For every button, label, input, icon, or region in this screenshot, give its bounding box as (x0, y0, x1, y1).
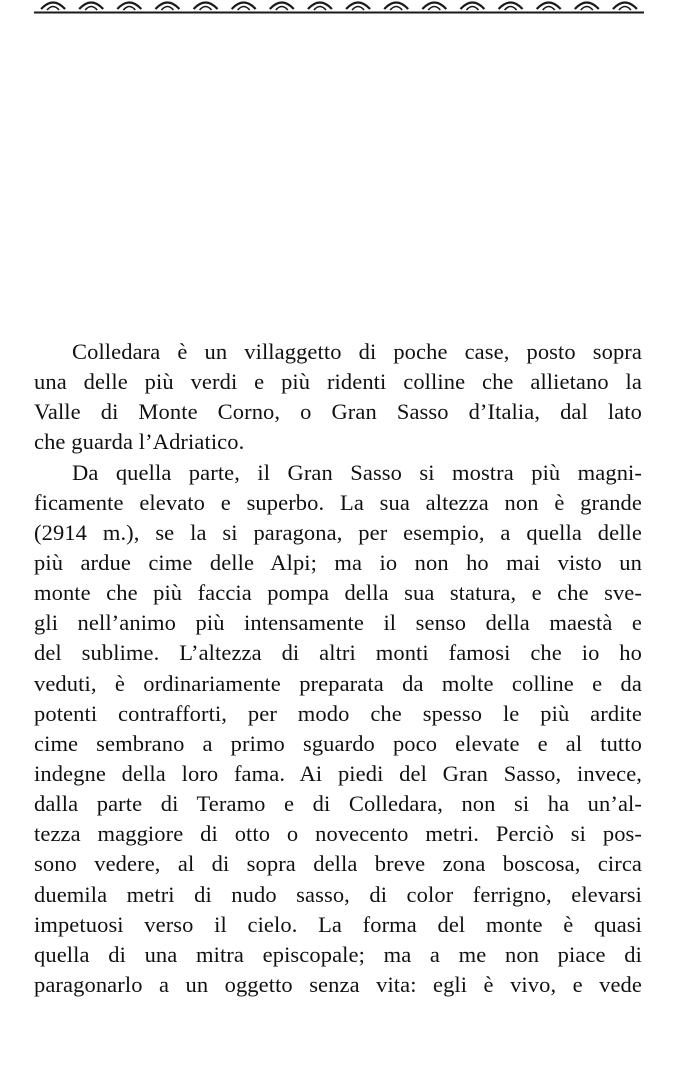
text-line: gli nell’animo più intensamente il senso della maestà e (34, 610, 642, 636)
text-line: Da quella parte, il Gran Sasso si mostra più magni- (72, 459, 642, 485)
text-line: cime sembrano a primo sguardo poco elevate e al tutto (34, 730, 642, 756)
ornament-arch-inner (505, 7, 517, 11)
text-line: del sublime. L’altezza di altri monti famosi che io ho (34, 640, 642, 666)
text-line: tezza maggiore di otto o novecento metri. Perciò si pos- (34, 821, 642, 847)
ornament-arch-inner (352, 7, 364, 11)
text-line: monte che più faccia pompa della sua statura, e che sve- (34, 580, 642, 606)
ornament-arch-inner (314, 7, 326, 11)
ornament-arch-inner (428, 7, 440, 11)
ornament-arch-inner (581, 7, 593, 11)
ornament-arch-inner (161, 7, 173, 11)
text-line: ficamente elevato e superbo. La sua altezza non è grande (34, 489, 642, 515)
decorative-border-top (34, 0, 644, 16)
ornament-arch-inner (619, 7, 631, 11)
ornament-arch-inner (123, 7, 135, 11)
text-line: indegne della loro fama. Ai piedi del Gran Sasso, invece, (34, 760, 642, 786)
ornament-arch-inner (47, 7, 59, 11)
text-line: potenti contrafforti, per modo che spesso le più ardite (34, 700, 642, 726)
text-line: Colledara è un villaggetto di poche case, posto sopra (72, 339, 642, 364)
ornament-arch-inner (390, 7, 402, 11)
ornament-arch-inner (200, 7, 212, 11)
text-line: dalla parte di Teramo e di Colledara, non si ha un’al- (34, 791, 642, 817)
text-line: (2914 m.), se la si paragona, per esempio, a quella delle (34, 519, 642, 545)
text-line: sono vedere, al di sopra della breve zona boscosa, circa (34, 851, 642, 877)
text-line: duemila metri di nudo sasso, di color ferrigno, elevarsi (34, 881, 642, 907)
page-body-text (34, 337, 642, 1000)
ornament-arch-inner (85, 7, 97, 11)
text-line: che guarda l’Adriatico. (34, 429, 245, 455)
text-line: una delle più verdi e più ridenti colline che allietano la (34, 369, 642, 395)
text-line: Valle di Monte Corno, o Gran Sasso d’Italia, dal lato (34, 399, 642, 425)
wave-ornament-icon (34, 0, 644, 16)
text-line: quella di una mitra episcopale; ma a me non piace di (34, 941, 642, 967)
ornament-arch-inner (466, 7, 478, 11)
text-line: più ardue cime delle Alpi; ma io non ho mai visto un (34, 549, 642, 575)
text-line: impetuosi verso il cielo. La forma del monte è quasi (34, 911, 642, 937)
text-line: veduti, è ordinariamente preparata da molte colline e da (34, 670, 642, 696)
ornament-arch-inner (238, 7, 250, 11)
ornament-arch-inner (543, 7, 555, 11)
ornament-arch-inner (276, 7, 288, 11)
text-line: paragonarlo a un oggetto senza vita: egli è vivo, e vede (34, 971, 642, 997)
